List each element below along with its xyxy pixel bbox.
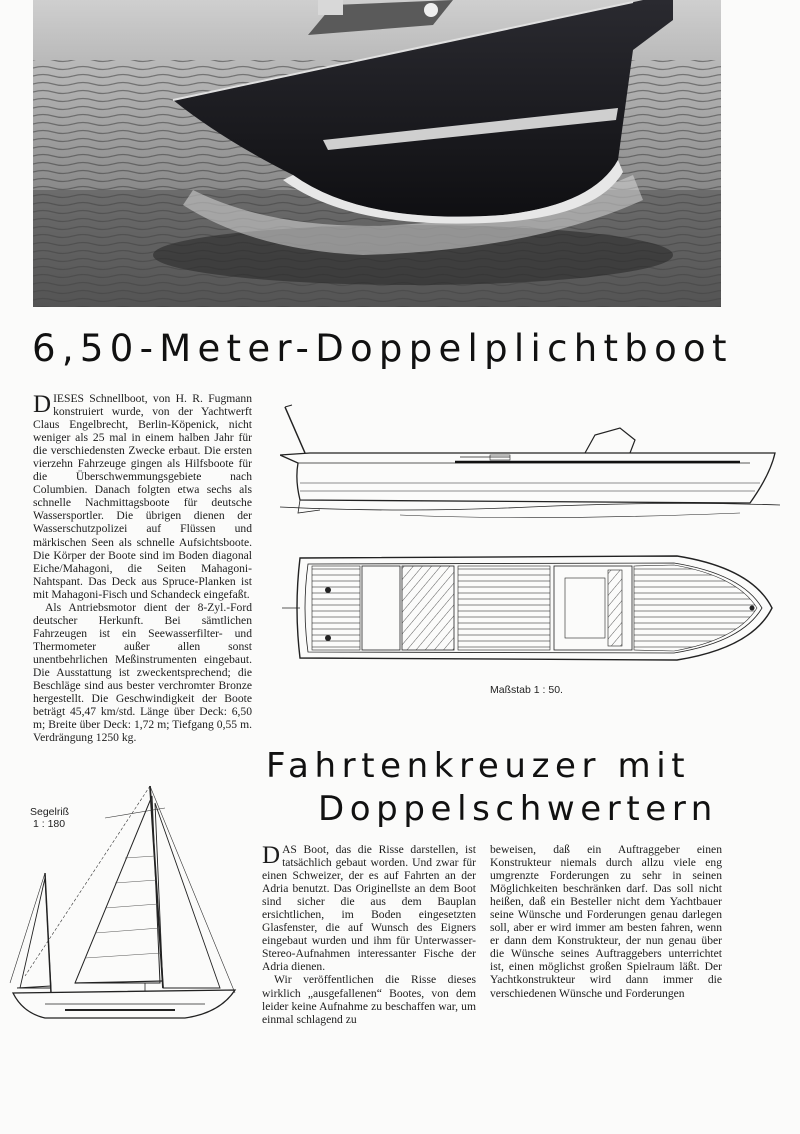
- boat-deck-plan-svg: [282, 548, 782, 668]
- deck-plan-scale-label: Maßstab 1 : 50.: [490, 684, 563, 696]
- article2-col1-paragraph-1-text: AS Boot, das die Risse darstellen, ist tatsächlich gebaut worden. Und zwar für einen Schweizer, der es auf Fahrten an der Adria benutzt. Das Originellste an dem Boot sind sicher die aus dem Bauplan ersichtlichen, im Boden eingesetzten Glasfenster, die auf Wunsch des Eigners eingebaut wurden und ihm für Unterwasser-Stereo-Aufnahmen interessanter Fische der Adria dienen.: [262, 843, 476, 974]
- article2-title-line-1: Fahrtenkreuzer mit: [266, 746, 691, 786]
- article1-title: 6,50-Meter-Doppelplichtboot: [32, 327, 733, 370]
- sail-plan-label-line-1: Segelriß: [30, 806, 70, 818]
- article2-title-line-2: Doppelschwertern: [318, 789, 718, 829]
- boat-side-profile-drawing: [280, 395, 780, 525]
- article1-paragraph-1-text: IESES Schnellboot, von H. R. Fugmann konstruiert wurde, von der Yachtwerft Claus Engelbrecht, Berlin-Köpenick, nicht weniger als 25 mal in einem halben Jahr für die verschiedensten Zwecke erbaut. Die ersten vierzehn Fahrzeuge gingen als Hilfsboote für die Überschwemmungsgebiete nach Columbien. Danach folgten etwa sechs als schnelle Nachmittagsboote für deutsche Wassersportler. Die übrigen dienen der Wasserschutzpolizei auf Flüssen und märkischen Seen als schnelle Aufsichtsboote. Die Körper der Boote sind im Boden diagonal Eiche/Mahagoni, die Seiten Mahagoni-Nahtspant. Das Deck aus Spruce-Planken ist mit Mahagoni-Fisch und Schandeck eingefaßt.: [33, 392, 252, 601]
- boat-deck-plan-drawing: [282, 548, 782, 668]
- article2-text-column-1: [262, 843, 476, 1026]
- article1-dropcap: D: [33, 391, 52, 418]
- article2-text-column-2: [490, 843, 722, 1000]
- article1-paragraph-1: [33, 392, 252, 601]
- article2-col1-paragraph-1: [262, 843, 476, 973]
- speedboat-photo-image: [33, 0, 721, 307]
- sail-plan-svg: [5, 778, 245, 1028]
- article2-col2-paragraph-1: beweisen, daß ein Auftraggeber einen Konstrukteur niemals durch allzu viele eng umgrenzte Forderungen zu sehr in seinen Möglichkeiten beschränken darf. Das soll nicht heißen, daß ein Besteller nicht dem Yachtbauer seine Wünsche und Forderungen genau darlegen soll, aber er wird immer am besten fahren, wenn er dann dem Konstrukteur, der nun genau über die Wünsche seines Auftraggebers unterrichtet ist, einen möglichst großen Spielraum läßt. Der Yachtkonstrukteur wird dann immer die verschiedenen Wünsche und Forderungen: [490, 843, 722, 1000]
- article2-dropcap: D: [262, 842, 281, 869]
- article1-text-column: [33, 392, 252, 744]
- boat-side-profile-svg: [280, 395, 780, 525]
- article2-col1-paragraph-2: Wir veröffentlichen die Risse dieses wirklich „ausgefallenen“ Bootes, von dem leider keine Aufnahme zu beschaffen war, um einmal schlagend zu: [262, 973, 476, 1026]
- sail-plan-drawing: [5, 778, 245, 1028]
- article1-paragraph-2: Als Antriebsmotor dient der 8-Zyl.-Ford deutscher Herkunft. Bei sämtlichen Fahrzeugen ist ein Seewasserfilter- und Thermometer außer allen sonst unentbehrlichen Meßinstrumenten eingebaut. Die Ausstattung ist zweckentsprechend; die Beschläge sind aus bester verchromter Bronze hergestellt. Die Geschwindigkeit der Boote beträgt 45,47 km/std. Länge über Deck: 6,50 m; Breite über Deck: 1,72 m; Tiefgang 0,55 m. Verdrängung 1250 kg.: [33, 600, 252, 745]
- sail-plan-label-line-2: 1 : 180: [33, 818, 66, 830]
